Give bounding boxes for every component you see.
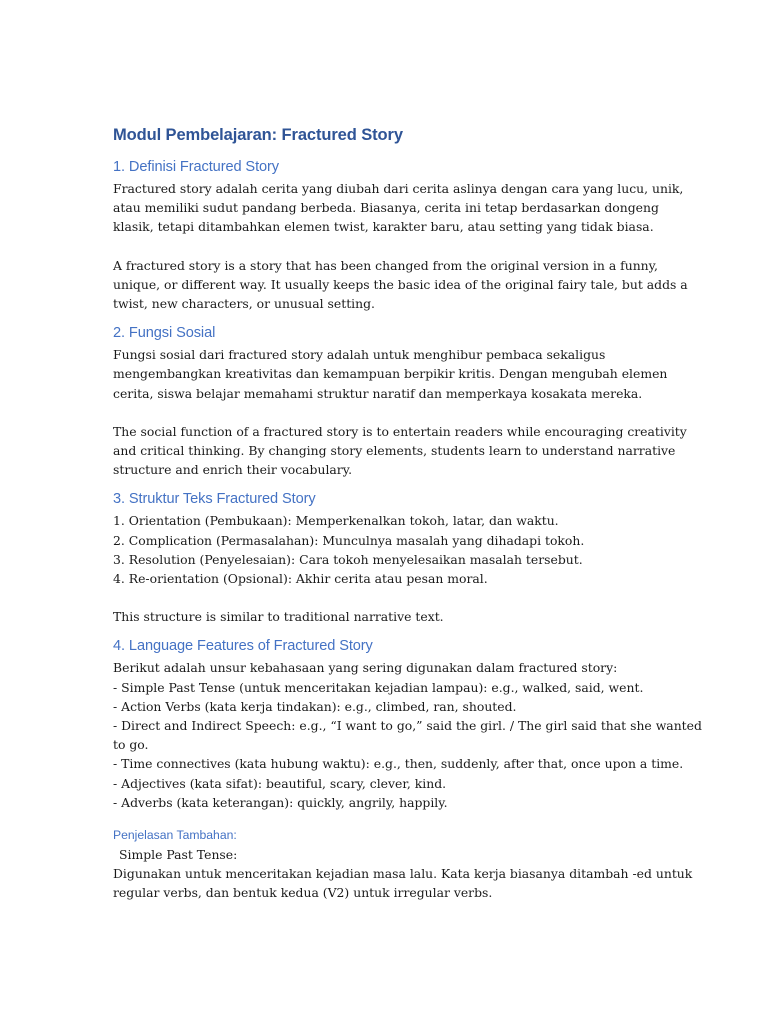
- text-line: Berikut adalah unsur kebahasaan yang sering digunakan dalam fractured story:: [113, 660, 618, 676]
- text-line: twist, new characters, or unusual setting.: [113, 296, 376, 312]
- list-item: - Adjectives (kata sifat): beautiful, scary, clever, kind.: [113, 775, 447, 791]
- paragraph-penjelasan: [113, 845, 693, 903]
- paragraph-fungsi-en: [113, 422, 687, 480]
- text-line: klasik, tetapi ditambahkan elemen twist, karakter baru, atau setting yang tidak biasa.: [113, 219, 654, 235]
- section-heading-fungsi-sosial: 2. Fungsi Sosial: [113, 325, 216, 342]
- text-line: Digunakan untuk menceritakan kejadian masa lalu. Kata kerja biasanya ditambah -ed untuk: [113, 866, 693, 882]
- text-line: regular verbs, dan bentuk kedua (V2) untuk irregular verbs.: [113, 885, 493, 901]
- list-item: - Simple Past Tense (untuk menceritakan kejadian lampau): e.g., walked, said, went.: [113, 679, 644, 695]
- list-item: 3. Resolution (Penyelesaian): Cara tokoh menyelesaikan masalah tersebut.: [113, 551, 583, 567]
- document-title: Modul Pembelajaran: Fractured Story: [113, 126, 403, 144]
- paragraph-struktur-note: [113, 607, 658, 626]
- list-item: - Direct and Indirect Speech: e.g., “I want to go,” said the girl. / The girl said that she wanted: [113, 718, 702, 734]
- list-struktur: [113, 511, 658, 588]
- section-heading-definisi: 1. Definisi Fractured Story: [113, 159, 279, 175]
- list-item: - Adverbs (kata keterangan): quickly, angrily, happily.: [113, 794, 448, 810]
- text-line: and critical thinking. By changing story elements, students learn to understand narrative: [113, 443, 676, 459]
- text-line: Fungsi sosial dari fractured story adalah untuk menghibur pembaca sekaligus: [113, 347, 606, 363]
- item-label: Simple Past Tense:: [119, 847, 238, 863]
- text-line: unique, or different way. It usually keeps the basic idea of the original fairy tale, but adds a: [113, 276, 688, 292]
- text-line: structure and enrich their vocabulary.: [113, 462, 353, 478]
- list-language-features: [113, 658, 702, 812]
- list-item: 1. Orientation (Pembukaan): Memperkenalkan tokoh, latar, dan waktu.: [113, 513, 559, 529]
- list-item: 2. Complication (Permasalahan): Munculnya masalah yang dihadapi tokoh.: [113, 532, 585, 548]
- paragraph-definisi-id: [113, 179, 684, 237]
- text-line: The social function of a fractured story is to entertain readers while encouraging creativity: [113, 423, 687, 439]
- list-item-continuation: to go.: [113, 737, 149, 753]
- text-line: A fractured story is a story that has been changed from the original version in a funny,: [113, 257, 658, 273]
- text-line: atau memiliki sudut pandang berbeda. Biasanya, cerita ini tetap berdasarkan dongeng: [113, 200, 659, 216]
- paragraph-definisi-en: [113, 256, 688, 314]
- text-line: This structure is similar to traditional narrative text.: [113, 609, 444, 625]
- section-heading-language-features: 4. Language Features of Fractured Story: [113, 638, 373, 655]
- list-item: 4. Re-orientation (Opsional): Akhir cerita atau pesan moral.: [113, 571, 488, 587]
- paragraph-fungsi-id: [113, 345, 668, 403]
- section-heading-struktur: 3. Struktur Teks Fractured Story: [113, 491, 316, 508]
- text-line: mengembangkan kreativitas dan kemampuan berpikir kritis. Dengan mengubah elemen: [113, 366, 668, 382]
- list-item: - Action Verbs (kata kerja tindakan): e.g., climbed, ran, shouted.: [113, 698, 517, 714]
- list-item: - Time connectives (kata hubung waktu): e.g., then, suddenly, after that, once upon a time.: [113, 756, 684, 772]
- subsection-heading-penjelasan: Penjelasan Tambahan:: [113, 828, 237, 843]
- text-line: Fractured story adalah cerita yang diubah dari cerita aslinya dengan cara yang lucu, unik,: [113, 181, 684, 196]
- text-line: cerita, siswa belajar memahami struktur naratif dan memperkaya kosakata mereka.: [113, 385, 643, 401]
- document-page: [113, 124, 702, 903]
